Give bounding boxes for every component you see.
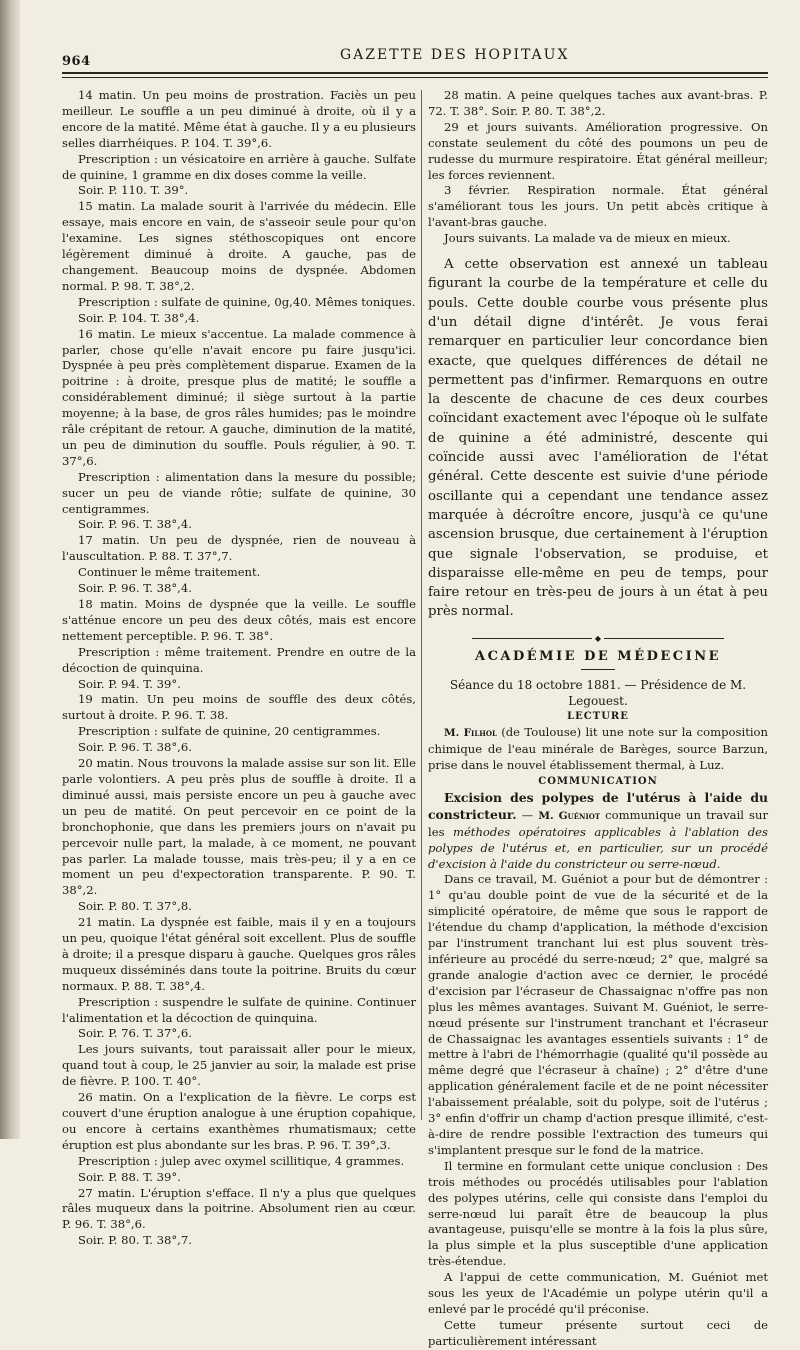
communication-text: communique un travail sur les [428, 807, 769, 839]
paragraph: Soir. P. 96. T. 38°,6. [78, 740, 192, 755]
header-rule [62, 72, 768, 74]
header-rule-thin [62, 77, 768, 78]
communication-italic-title: méthodes opératoires applicables à l'ablation des polypes de l'utérus et, en particulier, sur un procédé d'excision à l'aide du constricteur ou serre-nœud. [428, 824, 768, 871]
left-column [62, 88, 416, 1248]
paragraph: Prescription : même traitement. Prendre en outre de la décoction de quinquina. [62, 644, 416, 675]
paragraph: Soir. P. 94. T. 39°. [78, 676, 181, 691]
paragraph: Jours suivants. La malade va de mieux en mieux. [444, 231, 731, 246]
paragraph: Il termine en formulant cette unique conclusion : Des trois méthodes ou procédés utilisables pour l'ablation des polypes utérins, celle qui consiste dans l'emploi du serre-nœud lui paraît être de beaucoup la plus avantageuse, puisqu'elle se montre à la fois la plus sûre, la plus simple et la plus susceptible d'une application très-étendue. [428, 1158, 768, 1269]
section-title: ACADÉMIE DE MÉDECINE [474, 648, 721, 664]
paragraph: Prescription : julep avec oxymel scillitique, 4 grammes. [78, 1153, 405, 1168]
paragraph: Soir. P. 80. T. 37°,8. [78, 899, 192, 914]
speaker-name: M. Guéniot [538, 809, 601, 822]
paragraph: 28 matin. A peine quelques taches aux avant-bras. P. 72. T. 38°. Soir. P. 80. T. 38°,2. [428, 88, 768, 118]
paragraph: Prescription : sulfate de quinine, 0g,40. Mêmes toniques. [78, 294, 416, 309]
paragraph: Prescription : alimentation dans la mesure du possible; sucer un peu de viande rôtie; sulfate de quinine, 30 centigrammes. [62, 469, 416, 516]
paragraph: 16 matin. Le mieux s'accentue. La malade commence à parler, chose qu'elle n'avait encore pu faire jusqu'ici. Dyspnée à peu près complètement disparue. Examen de la poitrine : à droite, presque plus de matité; le souffle a considérablement diminué; il siège surtout à la partie moyenne; à la base, de gros râles humides; pas le moindre râle crépitant de retour. A gauche, diminution de la matité, un peu de diminution du souffle. Pouls régulier, à 90. T. 37°,6. [62, 326, 416, 468]
page-number: 964 [62, 54, 91, 69]
paragraph: 27 matin. L'éruption s'efface. Il n'y a plus que quelques râles muqueux dans la poitrine. Absolument rien au cœur. P. 96. T. 38°,6. [62, 1185, 416, 1232]
paragraph: 19 matin. Un peu moins de souffle des deux côtés, surtout à droite. P. 96. T. 38. [62, 692, 416, 723]
communication-title: Excision des polypes de l'utérus à l'aide du constricteur. [428, 789, 768, 822]
lecture-text: (de Toulouse) lit une note sur la composition chimique de l'eau minérale de Barèges, source Barzun, prise dans le nouvel établissement thermal, à Luz. [428, 725, 769, 773]
speaker-name: M. Filhol [444, 727, 497, 740]
commentary-paragraph: A cette observation est annexé un tableau figurant la courbe de la température et celle du pouls. Cette double courbe vous présente plus d'un détail digne d'intérêt. Je vous ferai remarquer en particulier leur concordance bien exacte, que quelques différences de détail ne permettent pas d'infirmer. Remarquons en outre la descente de chacune de ces deux courbes coïncidant exactement avec l'époque où le sulfate de quinine a été administré, descente qui coïncide aussi avec l'amélioration de l'état général. Cette descente est suivie d'une période oscillante qui a cependant une tendance assez marquée à décroître encore, jusqu'à ce qu'une ascension brusque, due certainement à l'éruption que signale l'observation, se produise, et disparaisse elle-même en peu de temps, pour faire retour en très-peu de jours à un état à peu près normal. [428, 257, 768, 620]
communication-dash: — [516, 807, 539, 822]
paragraph: 20 matin. Nous trouvons la malade assise sur son lit. Elle parle volontiers. A peu près plus de souffle à droite. Il a diminué aussi, mais persiste encore un peu à gauche avec un peu de matité. On peut percevoir en ce point de la bronchophonie, que dans les premiers jours on n'avait pu percevoir nulle part, la malade, à ce moment, ne pouvant pas parler. La malade tousse, mais très-peu; il y a en ce moment un peu d'expectoration transparente. P. 90. T. 38°,2. [62, 756, 416, 898]
paragraph: Soir. P. 88. T. 39°. [78, 1169, 181, 1184]
paragraph: Cette tumeur présente surtout ceci de particulièrement intéressant [428, 1317, 768, 1348]
communication-heading: COMMUNICATION [538, 776, 658, 788]
paragraph: 3 février. Respiration normale. État général s'améliorant tous les jours. Un petit abcès critique à l'avant-bras gauche. [428, 183, 768, 230]
page-binding-edge [0, 0, 20, 1139]
paragraph: Prescription : un vésicatoire en arrière à gauche. Sulfate de quinine, 1 gramme en dix doses comme la veille. [62, 151, 416, 182]
communication-intro [428, 790, 768, 873]
paragraph: Soir. P. 96. T. 38°,4. [78, 581, 192, 596]
paragraph: Prescription : sulfate de quinine, 20 centigrammes. [78, 724, 381, 739]
paragraph: Les jours suivants, tout paraissait aller pour le mieux, quand tout à coup, le 25 janvier au soir, la malade est prise de fièvre. P. 100. T. 40°. [62, 1042, 416, 1089]
lecture-heading: LECTURE [567, 711, 629, 723]
paragraph: 21 matin. La dyspnée est faible, mais il y en a toujours un peu, quoique l'état général soit excellent. Plus de souffle à droite; il a presque disparu à gauche. Quelques gros râles muqueux disséminés dans toute la poitrine. Bruits du cœur normaux. P. 88. T. 38°,4. [62, 915, 416, 993]
paragraph: Continuer le même traitement. [78, 565, 261, 580]
section-short-rule [581, 669, 615, 670]
column-divider [421, 90, 422, 1120]
lecture-paragraph [428, 725, 768, 774]
section-ornament-rule: ◆ [428, 631, 768, 637]
right-column [428, 88, 769, 1348]
paragraph: 15 matin. La malade sourit à l'arrivée du médecin. Elle essaye, mais encore en vain, de s'asseoir seule pour qu'on l'examine. Les signes stéthoscopiques ont encore légèrement diminué à droite. A gauche, pas de changement. Beaucoup moins de dyspnée. Abdomen normal. P. 98. T. 38°,2. [62, 199, 416, 293]
paragraph: 29 et jours suivants. Amélioration progressive. On constate seulement du côté des poumons un peu de rudesse du murmure respiratoire. État général meilleur; les forces reviennent. [428, 119, 768, 182]
paragraph: 18 matin. Moins de dyspnée que la veille. Le souffle s'atténue encore un peu des deux côtés, mais est encore nettement perceptible. P. 96. T. 38°. [62, 597, 416, 643]
paragraph: Soir. P. 76. T. 37°,6. [78, 1026, 192, 1041]
paragraph: Soir. P. 110. T. 39°. [78, 183, 189, 198]
paragraph: Prescription : suspendre le sulfate de quinine. Continuer l'alimentation et la décoction de quinquina. [62, 994, 416, 1025]
paragraph: 14 matin. Un peu moins de prostration. Faciès un peu meilleur. Le souffle a un peu diminué à droite, où il y a encore de la matité. Même état à gauche. Il y a eu plusieurs selles diarrhéiques. P. 104. T. 39°,6. [62, 88, 416, 150]
paragraph: 17 matin. Un peu de dyspnée, rien de nouveau à l'auscultation. P. 88. T. 37°,7. [62, 533, 416, 564]
paragraph: Soir. P. 96. T. 38°,4. [78, 517, 192, 532]
paragraph: 26 matin. On a l'explication de la fièvre. Le corps est couvert d'une éruption analogue à une éruption copahique, ou encore à certains exanthèmes rhumatismaux; cette éruption est plus abondante sur les bras. P. 96. T. 39°,3. [62, 1090, 416, 1152]
running-title: GAZETTE DES HOPITAUX [340, 47, 570, 63]
session-line: Séance du 18 octobre 1881. — Présidence de M. Legouest. [449, 677, 747, 708]
paragraph: Soir. P. 80. T. 38°,7. [78, 1233, 192, 1248]
paragraph: Soir. P. 104. T. 38°,4. [78, 310, 200, 325]
paragraph: A l'appui de cette communication, M. Guéniot met sous les yeux de l'Académie un polype utérin qu'il a enlevé par le procédé qu'il préconise. [428, 1270, 768, 1316]
paragraph: Dans ce travail, M. Guéniot a pour but de démontrer : 1° qu'au double point de vue de la sécurité et de la simplicité opératoire, de même que sous le rapport de l'étendue du champ d'application, la méthode d'excision par l'instrument tranchant lui est plus souvent très-inférieure au procédé du serre-nœud; 2° que, malgré sa grande analogie d'action avec ce dernier, le procédé d'excision par l'écraseur de Chassaignac n'offre pas non plus les mêmes avantages. Suivant M. Guéniot, le serre-nœud présente sur l'instrument tranchant et l'écraseur de Chassaignac les avantages essentiels suivants : 1° de mettre à l'abri de l'hémorrhagie (qualité qu'il possède au même degré que l'écraseur à chaîne) ; 2° d'être d'une application généralement facile et de ne point nécessiter l'abaissement préalable, soit du polype, soit de l'utérus ; 3° enfin d'offrir un champ d'action presque illimité, c'est-à-dire de rendre possible l'extraction des tumeurs qui s'implantent presque sur le fond de la matrice. [428, 872, 768, 1157]
